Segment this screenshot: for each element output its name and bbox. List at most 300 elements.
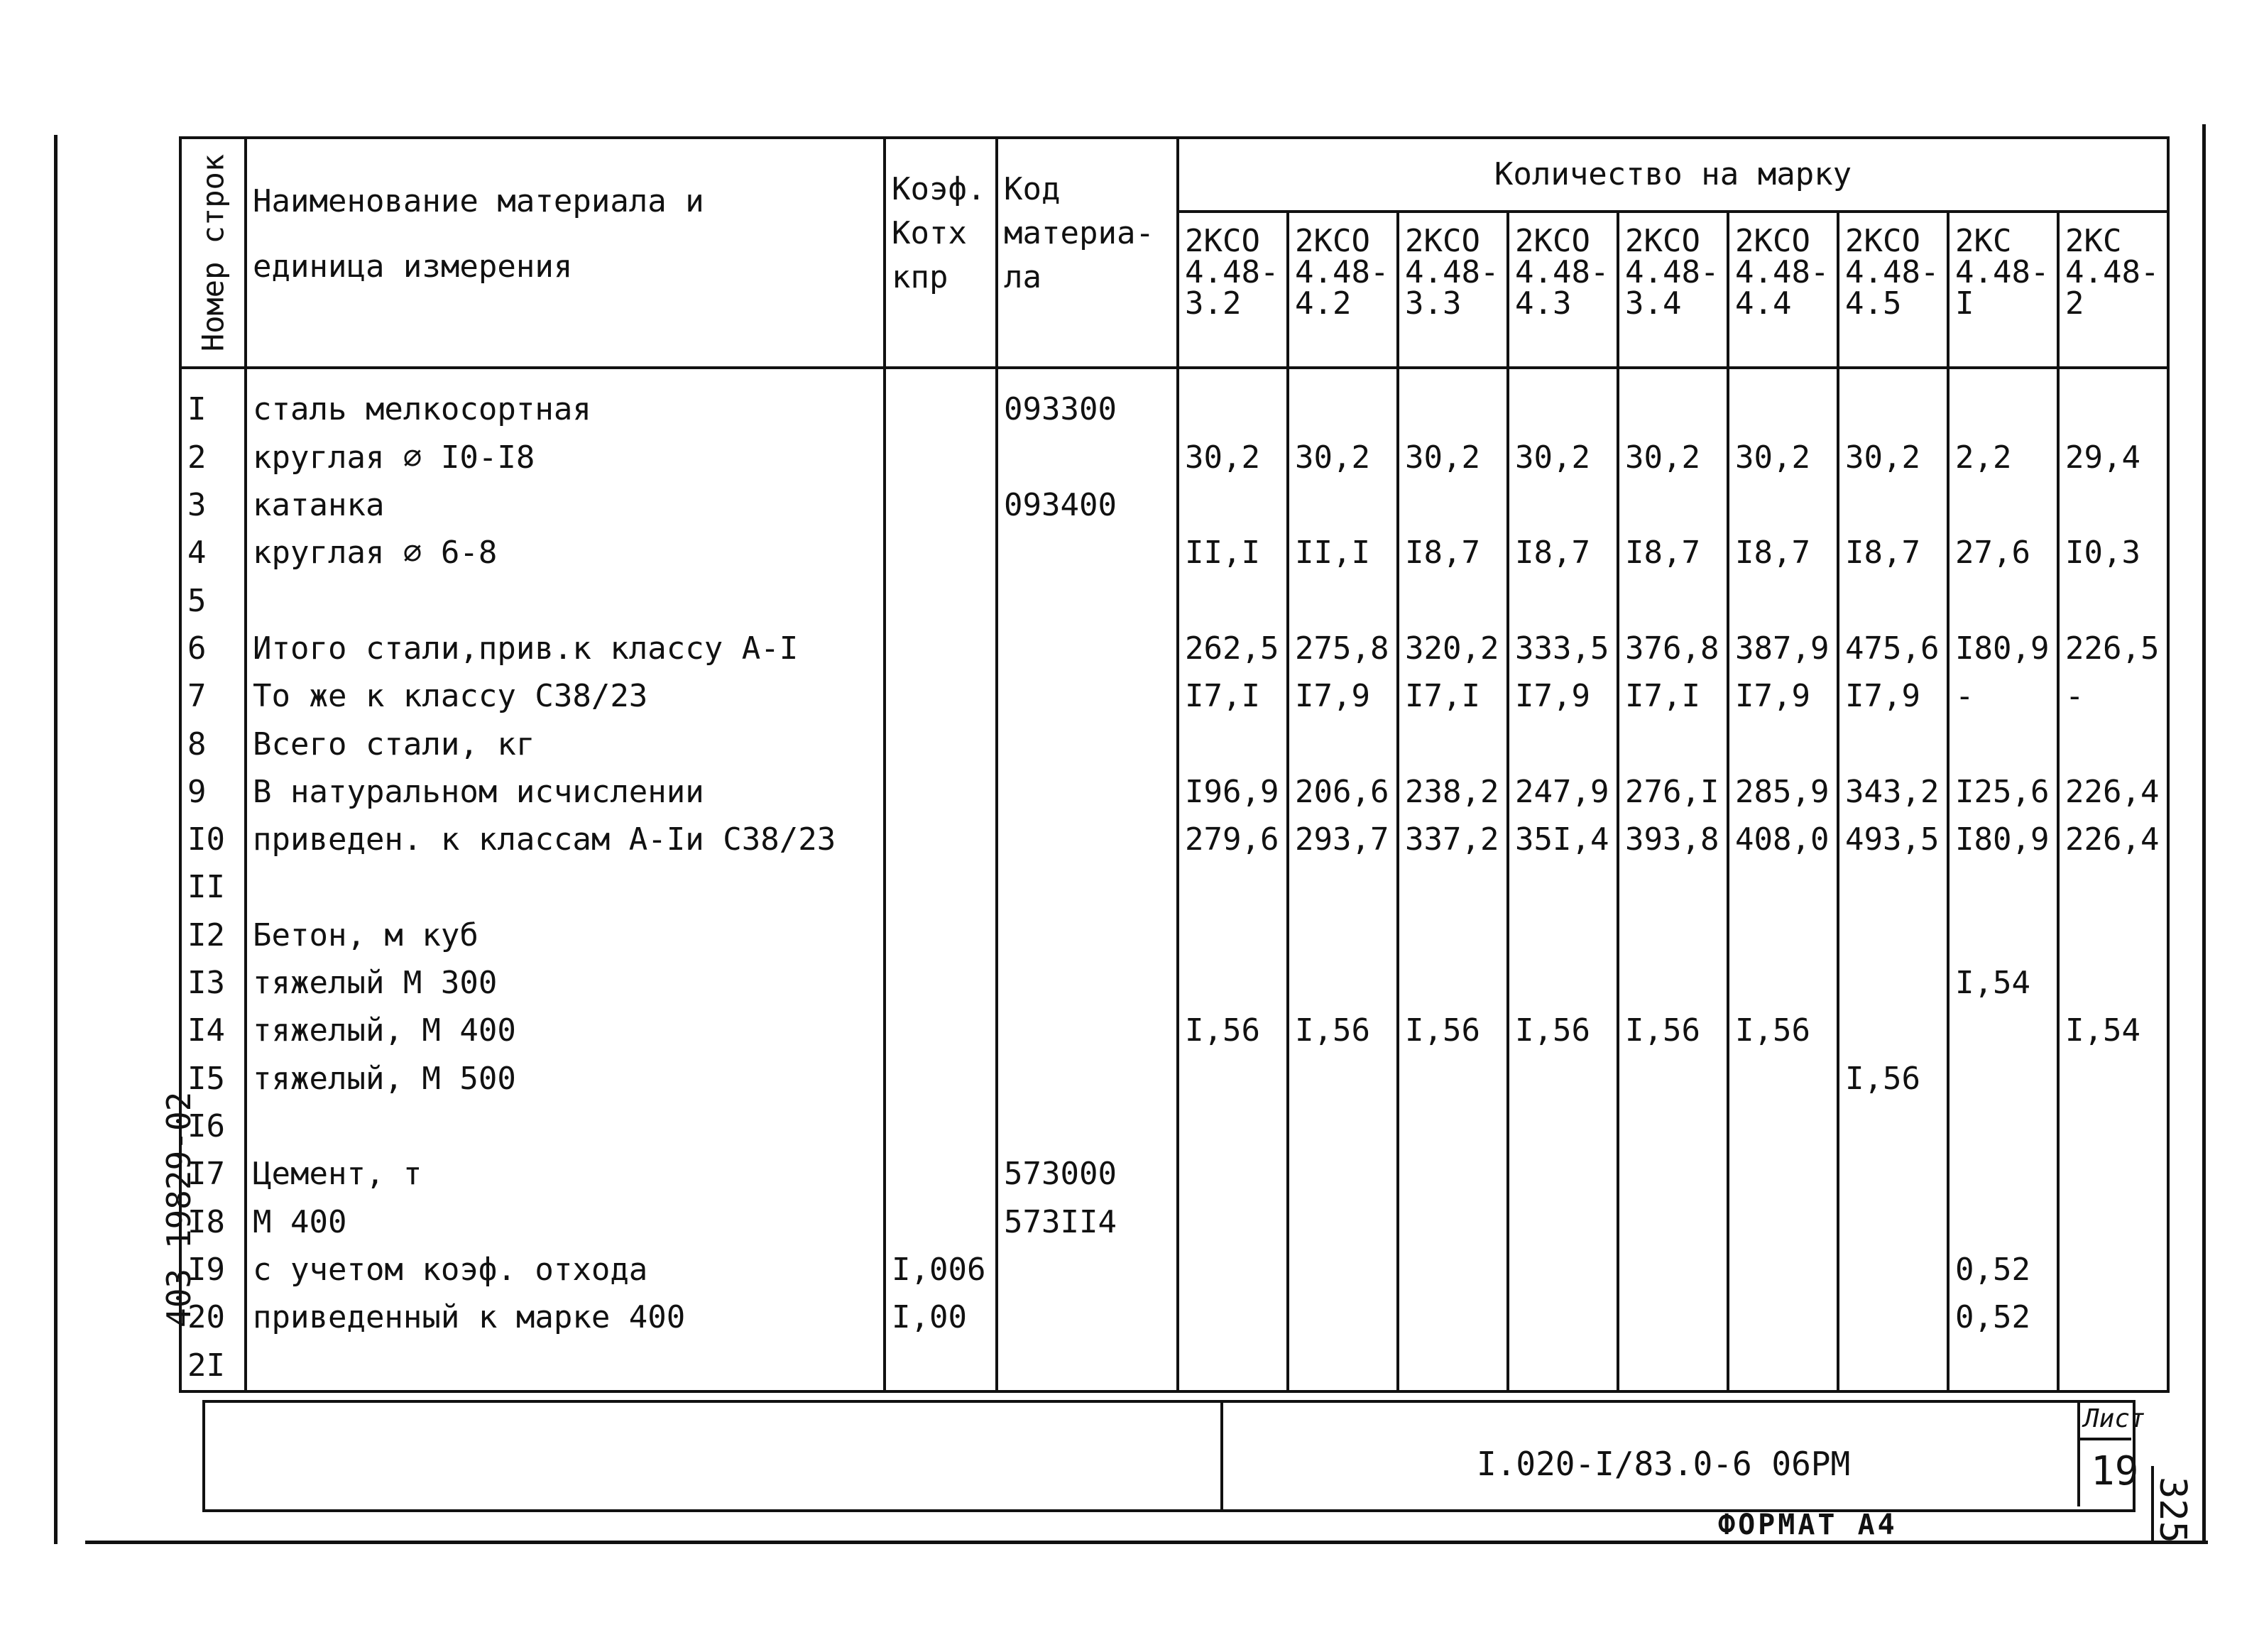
quantity-cell: [1508, 1103, 1618, 1151]
sheet-number: 19: [2091, 1448, 2139, 1494]
quantity-cell: [1948, 1151, 2058, 1198]
mark-header-line: 2КС: [2065, 223, 2122, 259]
quantity-cell: 30,2: [1508, 434, 1618, 482]
quantity-cell: [1398, 1151, 1508, 1198]
quantity-cell: [1398, 1294, 1508, 1342]
code-label-3: ла: [1004, 259, 1041, 295]
code-cell: [997, 912, 1178, 960]
quantity-cell: 30,2: [1838, 434, 1948, 482]
coef-cell: [885, 482, 997, 530]
material-unit-label: единица измерения: [253, 248, 573, 285]
row-number-cell: 7: [180, 673, 246, 721]
quantity-cell: 343,2: [1838, 769, 1948, 816]
row-number-cell: 2: [180, 434, 246, 482]
quantity-cell: [1178, 1342, 1288, 1391]
table-row: [180, 721, 2168, 769]
mark-header-line: 2КСО: [1735, 223, 1810, 259]
quantity-cell: 238,2: [1398, 769, 1508, 816]
quantity-cell: [1398, 1103, 1508, 1151]
quantity-cell: [1288, 1199, 1398, 1247]
quantity-cell: [1728, 368, 1838, 434]
mark-header-line: 4.3: [1515, 285, 1572, 322]
quantity-cell: [1398, 721, 1508, 769]
row-number-cell: I: [180, 368, 246, 434]
quantity-cell: [2058, 721, 2168, 769]
quantity-cell: [1398, 1056, 1508, 1103]
quantity-cell: 333,5: [1508, 625, 1618, 673]
coef-cell: I,006: [885, 1247, 997, 1294]
quantity-cell: 30,2: [1728, 434, 1838, 482]
quantity-cell: I,56: [1508, 1007, 1618, 1055]
quantity-cell: 320,2: [1398, 625, 1508, 673]
quantity-cell: [1508, 1151, 1618, 1198]
quantity-cell: [1838, 1007, 1948, 1055]
quantity-cell: [1508, 960, 1618, 1007]
row-number-cell: I9: [180, 1247, 246, 1294]
materials-table: [179, 136, 2170, 1393]
quantity-cell: I,54: [1948, 960, 2058, 1007]
quantity-cell: I,54: [2058, 1007, 2168, 1055]
quantity-cell: [2058, 1294, 2168, 1342]
quantity-cell: [1838, 1103, 1948, 1151]
quantity-cell: [1838, 912, 1948, 960]
code-cell: 573II4: [997, 1199, 1178, 1247]
quantity-cell: [2058, 912, 2168, 960]
quantity-cell: I8,7: [1508, 530, 1618, 577]
quantity-cell: [1508, 1247, 1618, 1294]
quantity-cell: 226,4: [2058, 769, 2168, 816]
material-name-cell: сталь мелкосортная: [246, 368, 885, 434]
quantity-cell: [1178, 1247, 1288, 1294]
row-number-cell: I4: [180, 1007, 246, 1055]
quantity-cell: [2058, 1103, 2168, 1151]
quantity-cell: I8,7: [1398, 530, 1508, 577]
table-row: [180, 816, 2168, 864]
quantity-cell: [1618, 368, 1728, 434]
code-cell: [997, 434, 1178, 482]
material-name-cell: тяжелый М 300: [246, 960, 885, 1007]
material-name-cell: приведенный к марке 400: [246, 1294, 885, 1342]
quantity-cell: [1618, 960, 1728, 1007]
coef-cell: [885, 912, 997, 960]
quantity-cell: [1948, 912, 2058, 960]
coef-label-3: кпр: [892, 259, 948, 295]
table-row: [180, 530, 2168, 577]
code-cell: [997, 1056, 1178, 1103]
row-number-cell: I2: [180, 912, 246, 960]
material-name-cell: тяжелый, М 400: [246, 1007, 885, 1055]
table-row: [180, 1294, 2168, 1342]
quantity-cell: [1178, 368, 1288, 434]
table-row: [180, 960, 2168, 1007]
quantity-cell: [1398, 368, 1508, 434]
quantity-cell: [1178, 960, 1288, 1007]
quantity-cell: I,56: [1398, 1007, 1508, 1055]
code-cell: [997, 578, 1178, 625]
quantity-cell: I7,I: [1618, 673, 1728, 721]
mark-header-line: 2КСО: [1515, 223, 1590, 259]
quantity-cell: [1508, 1199, 1618, 1247]
coef-cell: [885, 769, 997, 816]
quantity-cell: [1618, 1056, 1728, 1103]
quantity-cell: [1288, 1247, 1398, 1294]
quantity-cell: [1948, 482, 2058, 530]
code-cell: 573000: [997, 1151, 1178, 1198]
table-row: [180, 769, 2168, 816]
quantity-cell: 2,2: [1948, 434, 2058, 482]
quantity-cell: I96,9: [1178, 769, 1288, 816]
material-name-label: Наименование материала и: [253, 183, 704, 219]
sheet-box-mid-line: [2077, 1438, 2131, 1440]
material-name-cell: с учетом коэф. отхода: [246, 1247, 885, 1294]
quantity-cell: I7,9: [1288, 673, 1398, 721]
material-name-header: [246, 138, 885, 368]
table-row: [180, 625, 2168, 673]
quantity-cell: [1728, 482, 1838, 530]
coef-cell: [885, 673, 997, 721]
quantity-cell: [1288, 1342, 1398, 1391]
quantity-cell: [2058, 1247, 2168, 1294]
table-row: [180, 912, 2168, 960]
quantity-cell: [1178, 1103, 1288, 1151]
quantity-cell: [1618, 578, 1728, 625]
quantity-cell: [1178, 1056, 1288, 1103]
quantity-cell: [1288, 864, 1398, 912]
mark-header-line: 4.48-: [1515, 254, 1609, 290]
material-name-cell: тяжелый, М 500: [246, 1056, 885, 1103]
coef-cell: [885, 1151, 997, 1198]
quantity-cell: [1398, 1199, 1508, 1247]
quantity-cell: [2058, 1199, 2168, 1247]
mark-header-line: 4.48-: [1955, 254, 2050, 290]
mark-header: [1728, 212, 1838, 368]
quantity-cell: [1618, 1103, 1728, 1151]
material-name-cell: приведен. к классам А-Iи С38/23: [246, 816, 885, 864]
quantity-cell: 376,8: [1618, 625, 1728, 673]
material-name-cell: круглая ∅ 6-8: [246, 530, 885, 577]
material-name-cell: [246, 1103, 885, 1151]
quantity-cell: [1618, 1247, 1728, 1294]
quantity-cell: I0,3: [2058, 530, 2168, 577]
quantity-cell: 206,6: [1288, 769, 1398, 816]
quantity-cell: I80,9: [1948, 625, 2058, 673]
mark-header: [1178, 212, 1288, 368]
quantity-cell: -: [1948, 673, 2058, 721]
quantity-cell: [1288, 482, 1398, 530]
mark-header: [1398, 212, 1508, 368]
page-number: 325: [2151, 1477, 2194, 1543]
quantity-cell: [1948, 864, 2058, 912]
material-name-cell: круглая ∅ I0-I8: [246, 434, 885, 482]
quantity-cell: [1288, 912, 1398, 960]
mark-header: [2058, 212, 2168, 368]
quantity-cell: [1728, 1342, 1838, 1391]
quantity-cell: 27,6: [1948, 530, 2058, 577]
quantity-cell: [1838, 578, 1948, 625]
code-header: [997, 138, 1178, 368]
coef-cell: [885, 960, 997, 1007]
quantity-cell: I80,9: [1948, 816, 2058, 864]
row-number-cell: I0: [180, 816, 246, 864]
quantity-cell: 30,2: [1288, 434, 1398, 482]
quantity-cell: [1838, 1151, 1948, 1198]
quantity-cell: [1948, 1103, 2058, 1151]
code-cell: [997, 816, 1178, 864]
quantity-cell: [1508, 368, 1618, 434]
title-block-divider: [1220, 1403, 1223, 1509]
quantity-cell: [1838, 721, 1948, 769]
row-number-cell: 20: [180, 1294, 246, 1342]
quantity-cell: [1948, 1056, 2058, 1103]
code-label-1: Код: [1004, 171, 1061, 207]
mark-header-line: 2КСО: [1845, 223, 1920, 259]
quantity-cell: [1178, 1151, 1288, 1198]
quantity-cell: [2058, 1151, 2168, 1198]
material-name-cell: [246, 1342, 885, 1391]
mark-header-line: 2КСО: [1405, 223, 1480, 259]
quantity-cell: [1948, 578, 2058, 625]
quantity-cell: 30,2: [1618, 434, 1728, 482]
coef-cell: [885, 434, 997, 482]
table-row: [180, 1056, 2168, 1103]
quantity-cell: I7,9: [1838, 673, 1948, 721]
quantity-cell: 29,4: [2058, 434, 2168, 482]
quantity-cell: [1728, 1247, 1838, 1294]
quantity-cell: [1508, 482, 1618, 530]
mark-header: [1288, 212, 1398, 368]
quantity-cell: I8,7: [1618, 530, 1728, 577]
quantity-cell: [1728, 721, 1838, 769]
coef-cell: [885, 1007, 997, 1055]
mark-header-line: 2КСО: [1625, 223, 1700, 259]
quantity-cell: [1618, 1151, 1728, 1198]
quantity-cell: [1948, 1342, 2058, 1391]
quantity-cell: [1178, 864, 1288, 912]
material-name-cell: Цемент, т: [246, 1151, 885, 1198]
quantity-cell: [1618, 482, 1728, 530]
mark-header-line: 2КСО: [1185, 223, 1260, 259]
sheet-box-left-line: [2077, 1400, 2080, 1506]
quantity-cell: 493,5: [1838, 816, 1948, 864]
mark-header: [1948, 212, 2058, 368]
quantity-cell: [1288, 1103, 1398, 1151]
quantity-cell: 30,2: [1398, 434, 1508, 482]
table-row: [180, 864, 2168, 912]
quantity-cell: II,I: [1178, 530, 1288, 577]
quantity-cell: [1728, 960, 1838, 1007]
coef-cell: [885, 1103, 997, 1151]
quantity-cell: -: [2058, 673, 2168, 721]
mark-header-line: 4.48-: [1295, 254, 1389, 290]
material-name-cell: катанка: [246, 482, 885, 530]
table-row: [180, 482, 2168, 530]
quantity-cell: [1508, 721, 1618, 769]
quantity-cell: I7,I: [1398, 673, 1508, 721]
code-cell: [997, 960, 1178, 1007]
code-cell: [997, 721, 1178, 769]
row-number-cell: 9: [180, 769, 246, 816]
quantity-cell: [1398, 1247, 1508, 1294]
quantity-cell: [1618, 912, 1728, 960]
quantity-cell: [1508, 1342, 1618, 1391]
quantity-cell: [1838, 960, 1948, 1007]
sheet-label: Лист: [2084, 1404, 2145, 1433]
row-number-cell: 4: [180, 530, 246, 577]
coef-cell: [885, 530, 997, 577]
quantity-cell: [1508, 912, 1618, 960]
row-number-cell: II: [180, 864, 246, 912]
quantity-cell: [1728, 578, 1838, 625]
quantity-cell: [2058, 960, 2168, 1007]
mark-header-line: 3.2: [1185, 285, 1242, 322]
row-number-cell: I3: [180, 960, 246, 1007]
quantity-cell: [1948, 368, 2058, 434]
quantity-cell: [1178, 482, 1288, 530]
quantity-cell: I,56: [1288, 1007, 1398, 1055]
quantity-cell: [1178, 1199, 1288, 1247]
quantity-cell: [1728, 1294, 1838, 1342]
quantity-cell: [1508, 1056, 1618, 1103]
coef-cell: [885, 1056, 997, 1103]
mark-header-line: 4.5: [1845, 285, 1902, 322]
quantity-cell: [1948, 1199, 2058, 1247]
coef-cell: [885, 864, 997, 912]
quantity-cell: 408,0: [1728, 816, 1838, 864]
quantity-cell: [1178, 578, 1288, 625]
mark-header: [1838, 212, 1948, 368]
quantity-cell: I7,9: [1728, 673, 1838, 721]
coef-cell: [885, 625, 997, 673]
coef-label-2: Котх: [892, 215, 967, 251]
quantity-cell: [1728, 1103, 1838, 1151]
quantity-cell: [1178, 912, 1288, 960]
material-name-cell: М 400: [246, 1199, 885, 1247]
row-number-cell: 6: [180, 625, 246, 673]
quantity-cell: 285,9: [1728, 769, 1838, 816]
coef-header: [885, 138, 997, 368]
table-row: [180, 368, 2168, 434]
table-row: [180, 1342, 2168, 1391]
code-label-2: материа-: [1004, 215, 1154, 251]
quantity-cell: [1948, 721, 2058, 769]
quantity-cell: [2058, 368, 2168, 434]
quantity-cell: [1398, 864, 1508, 912]
code-cell: [997, 1247, 1178, 1294]
quantity-cell: 393,8: [1618, 816, 1728, 864]
material-name-cell: [246, 578, 885, 625]
quantity-cell: I,56: [1178, 1007, 1288, 1055]
mark-header-line: 4.48-: [1735, 254, 1830, 290]
quantity-cell: [1728, 1199, 1838, 1247]
mark-header-line: 3.3: [1405, 285, 1462, 322]
quantity-cell: 226,5: [2058, 625, 2168, 673]
mark-header-line: 4.48-: [1625, 254, 1719, 290]
quantity-cell: [1728, 864, 1838, 912]
mark-header-line: 4.2: [1295, 285, 1352, 322]
code-cell: [997, 864, 1178, 912]
code-cell: 093300: [997, 368, 1178, 434]
quantity-cell: I7,9: [1508, 673, 1618, 721]
quantity-cell: 279,6: [1178, 816, 1288, 864]
table-row: [180, 1103, 2168, 1151]
frame-left-line: [54, 135, 58, 1544]
material-name-cell: То же к классу С38/23: [246, 673, 885, 721]
mark-header-line: 4.48-: [2065, 254, 2160, 290]
table-row: [180, 578, 2168, 625]
quantity-cell: [1288, 1056, 1398, 1103]
quantity-cell: I7,I: [1178, 673, 1288, 721]
material-name-cell: Всего стали, кг: [246, 721, 885, 769]
mark-header-line: 4.48-: [1405, 254, 1499, 290]
quantity-cell: [1728, 912, 1838, 960]
row-number-header: Номер строк: [180, 138, 246, 368]
table-row: [180, 1007, 2168, 1055]
material-name-cell: [246, 864, 885, 912]
quantity-cell: [2058, 482, 2168, 530]
quantity-cell: [1838, 368, 1948, 434]
quantity-cell: [1618, 721, 1728, 769]
quantity-cell: [1508, 1294, 1618, 1342]
table-row: [180, 673, 2168, 721]
quantity-cell: [1288, 368, 1398, 434]
table-row: [180, 1247, 2168, 1294]
row-number-cell: 3: [180, 482, 246, 530]
material-name-cell: Бетон, м куб: [246, 912, 885, 960]
mark-header-line: 4.4: [1735, 285, 1792, 322]
row-number-cell: I8: [180, 1199, 246, 1247]
quantity-cell: [1948, 1007, 2058, 1055]
quantity-cell: [1618, 1199, 1728, 1247]
quantity-cell: I,56: [1728, 1007, 1838, 1055]
mark-header-line: 4.48-: [1185, 254, 1279, 290]
quantity-cell: 276,I: [1618, 769, 1728, 816]
quantity-cell: [2058, 578, 2168, 625]
side-note: 403 19829-02: [160, 1091, 198, 1328]
row-number-cell: I5: [180, 1056, 246, 1103]
quantity-cell: [1288, 960, 1398, 1007]
quantity-cell: [1508, 864, 1618, 912]
mark-header: [1508, 212, 1618, 368]
quantity-cell: [1618, 1294, 1728, 1342]
quantity-cell: [1288, 721, 1398, 769]
quantity-cell: 30,2: [1178, 434, 1288, 482]
coef-cell: [885, 1342, 997, 1391]
material-name-cell: Итого стали,прив.к классу А-I: [246, 625, 885, 673]
code-cell: [997, 625, 1178, 673]
mark-header-line: 2КС: [1955, 223, 2012, 259]
document-code: I.020-I/83.0-6 06РМ: [1477, 1445, 1851, 1483]
quantity-cell: [1838, 1342, 1948, 1391]
quantity-cell: [1508, 578, 1618, 625]
code-cell: 093400: [997, 482, 1178, 530]
quantity-cell: [1838, 864, 1948, 912]
quantity-cell: 226,4: [2058, 816, 2168, 864]
coef-cell: I,00: [885, 1294, 997, 1342]
quantity-cell: [1398, 1342, 1508, 1391]
quantity-cell: [1398, 960, 1508, 1007]
format-label: ФОРМАТ А4: [1718, 1509, 1898, 1541]
quantity-cell: 275,8: [1288, 625, 1398, 673]
quantity-cell: II,I: [1288, 530, 1398, 577]
coef-cell: [885, 368, 997, 434]
row-number-cell: 2I: [180, 1342, 246, 1391]
quantity-cell: I,56: [1838, 1056, 1948, 1103]
code-cell: [997, 1294, 1178, 1342]
row-number-cell: I7: [180, 1151, 246, 1198]
mark-header-line: 2КСО: [1295, 223, 1370, 259]
quantity-cell: 262,5: [1178, 625, 1288, 673]
coef-label-1: Коэф.: [892, 171, 986, 207]
